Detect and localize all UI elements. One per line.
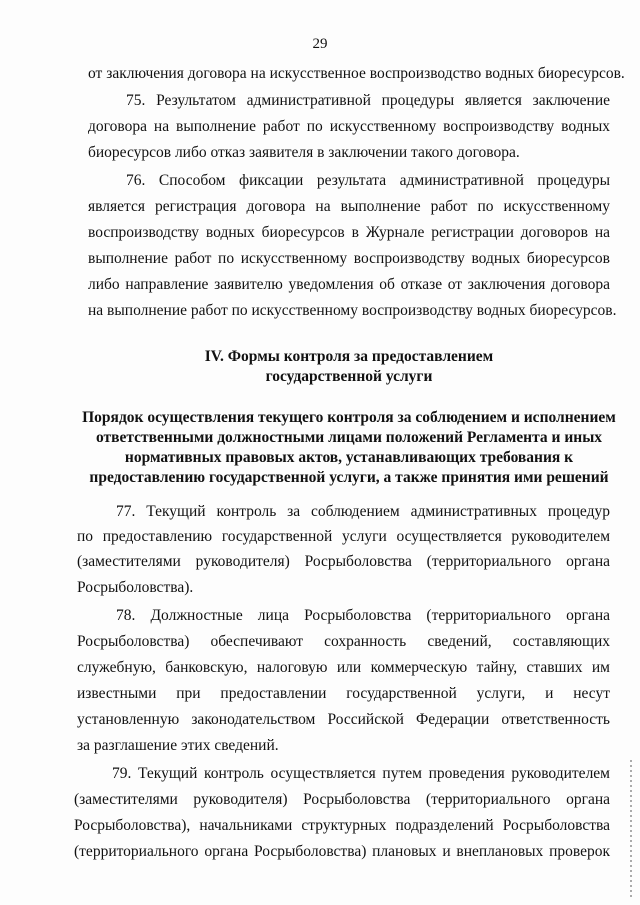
paragraph-78-line: 78. Должностные лица Росрыболовства (территориального органа (116, 607, 610, 624)
paragraph-78-line: установленную законодательством Российской Федерации ответственность (77, 711, 610, 728)
subsection-heading: нормативных правовых актов, устанавливающих требования к (124, 449, 574, 466)
paragraph-76-line: на выполнение работ по искусственному воспроизводству водных биоресурсов. (88, 302, 617, 319)
paragraph-76-line: является регистрация договора на выполнение работ по искусственному (88, 198, 610, 215)
paragraph-77-line: (заместителями руководителя) Росрыболовства (территориального органа (77, 553, 610, 570)
paragraph-77-line: Росрыболовства). (77, 579, 194, 596)
paragraph-76-line: 76. Способом фиксации результата административной процедуры (126, 172, 610, 189)
section-heading: IV. Формы контроля за предоставлением (204, 348, 494, 365)
scan-edge-artifact (630, 760, 632, 900)
text-line: от заключения договора на искусственное воспроизводство водных биоресурсов. (88, 65, 625, 82)
paragraph-75-line: договора на выполнение работ по искусственному воспроизводству водных (88, 118, 610, 135)
paragraph-76-line: выполнение работ по искусственному воспроизводству водных биоресурсов (88, 250, 610, 267)
paragraph-76-line: воспроизводству водных биоресурсов в Журнале регистрации договоров на (88, 224, 610, 241)
paragraph-75-line: биоресурсов либо отказ заявителя в заключении такого договора. (88, 144, 520, 161)
subsection-heading: ответственными должностными лицами положений Регламента и иных (95, 429, 603, 446)
subsection-heading: предоставлению государственной услуги, а также принятия ими решений (89, 469, 609, 486)
paragraph-77-line: по предоставлению государственной услуги осуществляется руководителем (77, 528, 610, 545)
paragraph-79-line: (заместителями руководителя) Росрыболовства (территориального органа (74, 791, 610, 808)
paragraph-78-line: за разглашение этих сведений. (77, 737, 279, 754)
section-heading: государственной услуги (265, 368, 433, 385)
paragraph-77-line: 77. Текущий контроль за соблюдением административных процедур (116, 503, 610, 520)
paragraph-79-line: 79. Текущий контроль осуществляется путем проведения руководителем (112, 765, 610, 782)
paragraph-75-line: 75. Результатом административной процедуры является заключение (126, 92, 610, 109)
paragraph-78-line: известными при предоставлении государственной услуги, и несут (77, 685, 610, 702)
paragraph-78-line: Росрыболовства) обеспечивают сохранность сведений, составляющих (77, 633, 610, 650)
paragraph-78-line: служебную, банковскую, налоговую или коммерческую тайну, ставших им (77, 659, 610, 676)
paragraph-79-line: (территориального органа Росрыболовства) плановых и внеплановых проверок (74, 843, 610, 860)
paragraph-76-line: либо направление заявителю уведомления об отказе от заключения договора (88, 276, 610, 293)
subsection-heading: Порядок осуществления текущего контроля за соблюдением и исполнением (82, 409, 616, 426)
page-number: 29 (312, 36, 328, 52)
paragraph-79-line: Росрыболовства), начальниками структурных подразделений Росрыболовства (74, 817, 610, 834)
